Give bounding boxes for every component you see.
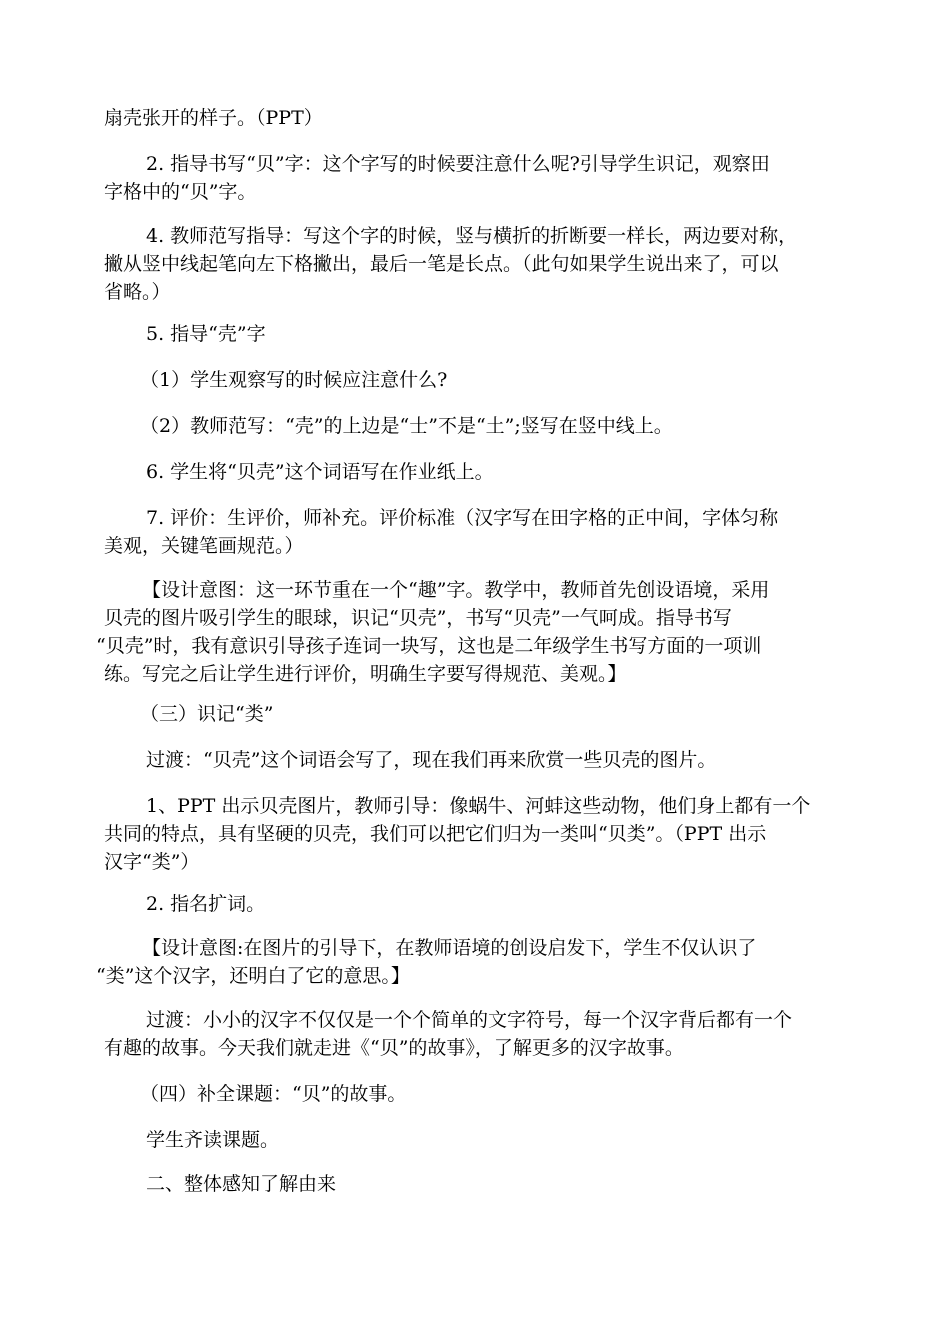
text-line: （三）识记“类”: [140, 703, 274, 725]
text-line: 1、PPT 出示贝壳图片，教师引导：像蜗牛、河蚌这些动物，他们身上都有一个: [146, 795, 811, 817]
text-line: 学生齐读课题。: [146, 1129, 280, 1151]
text-line: 过渡：“贝壳”这个词语会写了，现在我们再来欣赏一些贝壳的图片。: [146, 749, 717, 771]
text-line: “类”这个汉字，还明白了它的意思。】: [96, 965, 410, 987]
text-line: 6. 学生将“贝壳”这个词语写在作业纸上。: [146, 461, 494, 483]
paragraph-step-6: [104, 458, 850, 486]
text-line: （1）学生观察写的时候应注意什么?: [140, 369, 448, 391]
text-line: （2）教师范写：“壳”的上边是“士”不是“土”;竖写在竖中线上。: [140, 415, 673, 437]
paragraph-step-7-evaluate: [104, 504, 850, 560]
paragraph-design-intent-1: [96, 576, 850, 688]
paragraph-step-2-expand-words: [104, 890, 850, 918]
text-line: 【设计意图：这一环节重在一个“趣”字。教学中，教师首先创设语境，采用: [142, 579, 770, 601]
text-line: 共同的特点，具有坚硬的贝壳，我们可以把它们归为一类叫“贝类”。（PPT 出示: [104, 823, 767, 845]
paragraph-step-2-write-bei: [104, 150, 850, 206]
paragraph-read-title: [104, 1126, 850, 1154]
paragraph-step-4-teacher-demo: [104, 222, 850, 306]
text-line: 2. 指名扩词。: [146, 893, 266, 915]
paragraph-transition-2: [104, 1006, 850, 1062]
text-line: “贝壳”时，我有意识引导孩子连词一块写，这也是二年级学生书写方面的一项训: [96, 635, 762, 657]
text-line: 7. 评价：生评价，师补充。评价标准（汉字写在田字格的正中间，字体匀称: [146, 507, 779, 529]
paragraph-sub-1: [104, 366, 850, 394]
text-line: （四）补全课题：“贝”的故事。: [140, 1083, 407, 1105]
text-line: 二、整体感知了解由来: [146, 1173, 337, 1195]
text-line: 美观，关键笔画规范。）: [104, 535, 304, 557]
text-line: 【设计意图:在图片的引导下，在教师语境的创设启发下，学生不仅认识了: [142, 937, 757, 959]
text-line: 字格中的“贝”字。: [104, 181, 257, 203]
text-line: 过渡：小小的汉字不仅仅是一个个简单的文字符号，每一个汉字背后都有一个: [146, 1009, 793, 1031]
paragraph-section-3-heading: [104, 700, 850, 728]
paragraph-design-intent-2: [96, 934, 850, 990]
text-line: 撇从竖中线起笔向左下格撇出，最后一笔是长点。（此句如果学生说出来了，可以: [104, 253, 779, 275]
text-line: 4. 教师范写指导：写这个字的时候，竖与横折的折断要一样长，两边要对称，: [146, 225, 798, 247]
paragraph-section-4-heading: [104, 1080, 850, 1108]
text-line: 5. 指导“壳”字: [146, 323, 266, 345]
paragraph-ppt-shells: [104, 792, 850, 876]
text-line: 汉字“类”）: [104, 851, 200, 873]
text-line: 贝壳的图片吸引学生的眼球，识记“贝壳”，书写“贝壳”一气呵成。指导书写: [104, 607, 732, 629]
text-line: 练。写完之后让学生进行评价，明确生字要写得规范、美观。】: [104, 663, 627, 685]
paragraph-sub-2: [104, 412, 850, 440]
text-line: 2. 指导书写“贝”字：这个字写的时候要注意什么呢?引导学生识记，观察田: [146, 153, 770, 175]
text-line: 省略。）: [104, 281, 171, 303]
text-line: 有趣的故事。今天我们就走进《“贝”的故事》，了解更多的汉字故事。: [104, 1037, 684, 1059]
paragraph-part-2-heading: [104, 1170, 850, 1198]
paragraph-transition-1: [104, 746, 850, 774]
paragraph-shell-open: [104, 104, 850, 132]
text-line: 扇壳张开的样子。（PPT）: [104, 107, 323, 129]
paragraph-step-5-ke: [104, 320, 850, 348]
